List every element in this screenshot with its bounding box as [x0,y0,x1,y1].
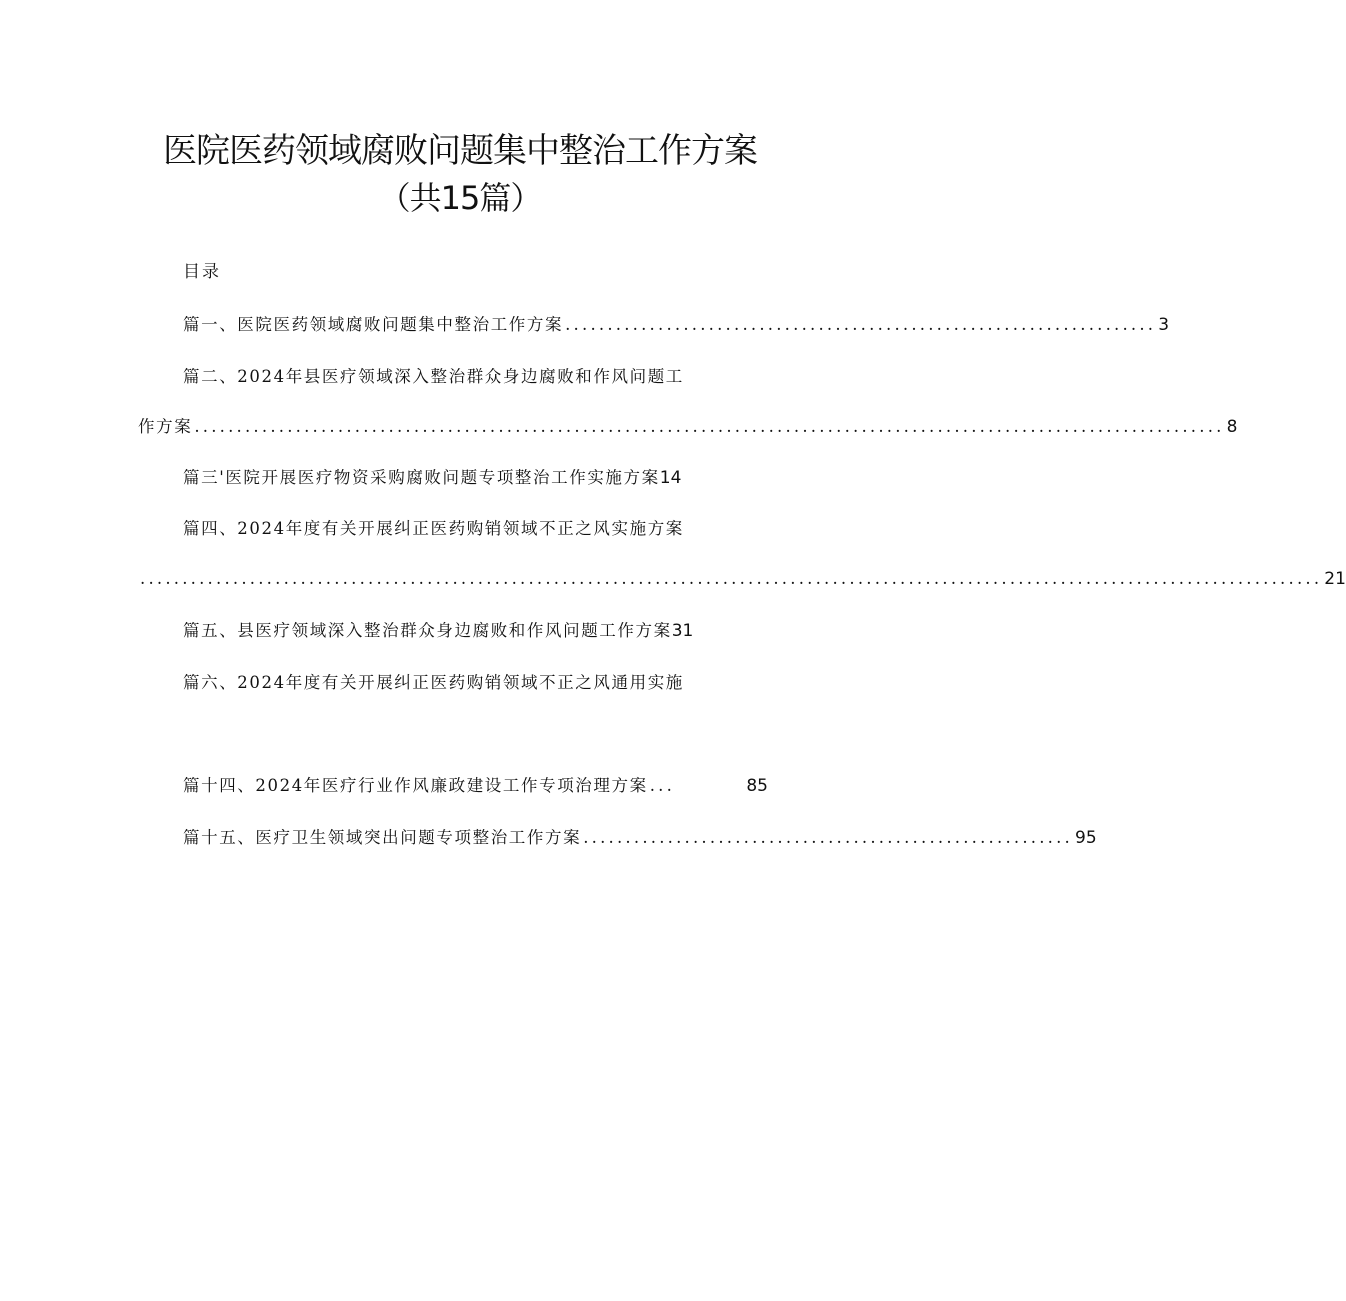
toc-entry-1[interactable] [183,311,1170,339]
toc-entry-title: 篇五、县医疗领域深入整治群众身边腐败和作风问题工作方案 [183,621,672,640]
toc-entry-title: 篇十五、医疗卫生领域突出问题专项整治工作方案 [183,828,582,847]
toc-entry-title: 篇三'医院开展医疗物资采购腐败问题专项整治工作实施方案 [183,468,660,487]
toc-entry-3[interactable] [183,464,681,492]
toc-entry-title: 篇一、医院医药领域腐败问题集中整治工作方案 [183,315,564,334]
toc-leader-dots: .......................................................... [583,828,1074,847]
toc-page-number: 85 [746,776,768,796]
toc-entry-4-continued[interactable] [138,565,1346,593]
toc-entry-2[interactable] [183,363,684,391]
toc-heading: 目录 [183,262,221,282]
toc-entry-title: 篇四、2024年度有关开展纠正医药购销领域不正之风实施方案 [183,519,684,538]
toc-entry-2-continued[interactable] [138,413,1238,441]
toc-page-number: 31 [671,621,694,641]
toc-leader-dots: ............................................................................................................................................ [140,569,1323,588]
toc-entry-6[interactable] [183,669,684,697]
toc-entry-5[interactable] [183,617,693,645]
toc-page-number: 95 [1075,828,1097,848]
toc-entry-title: 篇十四、2024年医疗行业作风廉政建设工作专项治理方案 [183,776,648,795]
title-count: （共15篇） [378,179,542,217]
toc-entry-title: 篇二、2024年县医疗领域深入整治群众身边腐败和作风问题工 [183,367,684,386]
toc-entry-title: 篇六、2024年度有关开展纠正医药购销领域不正之风通用实施 [183,673,684,692]
toc-entry-15[interactable] [183,824,1097,852]
document-title [0,128,920,220]
title-main: 医院医药领域腐败问题集中整治工作方案 [163,131,757,171]
toc-leader-dots: .......................................................................................................................... [194,417,1225,436]
toc-page-number: 21 [1324,569,1346,589]
toc-leader-dots: ... [649,776,676,795]
toc-entry-title: 作方案 [138,417,193,436]
toc-page-number: 8 [1226,417,1238,437]
toc-leader-dots: ...................................................................... [565,315,1157,334]
toc-entry-14[interactable] [183,772,768,800]
toc-page-number: 3 [1158,315,1170,335]
toc-entry-4[interactable] [183,515,684,543]
toc-page-number: 14 [659,468,682,488]
